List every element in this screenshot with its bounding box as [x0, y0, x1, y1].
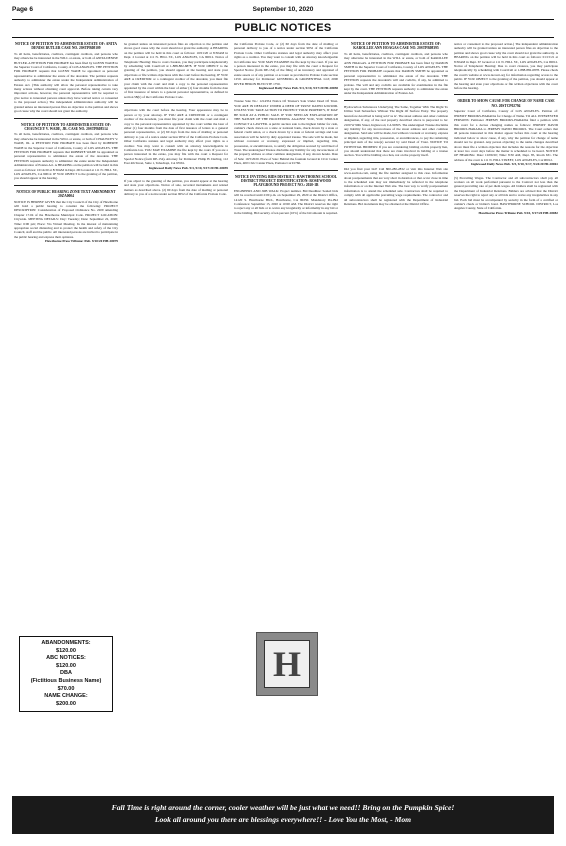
- notice-body: To all heirs, beneficiaries, creditors, contingent creditors, and persons who may otherwise be interested in the WILL or estate, or both of KAROLLEE ANN HOAGAS. A PETITION FOR PROBATE has been filed by DAMON SMITH in the Superior Court of California, County of LOS ANGELES. THE PETITION FOR PROBATE requests that DAMON SMITH be appointed as personal representative to administer the estate of the decedent. THE PETITION requests the decedent's will and codicils, if any, be admitted to probate. The will and any codicils are available for examination in the file kept by the court. THE PETITION requests authority to administer the estate under the Independent Administration of Estates Act.: [344, 51, 448, 96]
- notice-publication-info: Inglewood Daily News Pub. 9/3, 9/10, 9/17/20 HI-28058: [258, 86, 338, 91]
- notice-publication-info: Hawthorne Press Tribune Pub. 9/10, 9/17/20 HH-28082: [478, 210, 558, 215]
- legal-notice: [124, 42, 228, 99]
- notice-heading: ORDER TO SHOW CAUSE FOR CHANGE OF NAME CASE NO. 20STCP02794: [457, 99, 555, 108]
- notice-heading: NOTICE INVITING BIDS DISTRICT: HAWTHORNE SCHOOL DISTRICT PROJECT IDENTIFICATION: ROSEWOOD PLAYGROUND PROJECT NO.: 2020-1B: [234, 174, 338, 188]
- rate-line: ABANDONMENTS:: [41, 640, 91, 646]
- legal-notice: [234, 175, 338, 216]
- notice-body: Trustee Sale No.: 1214354 Notice Of Trustee's Sale Under Deed Of Trust. YOU ARE IN DEFAULT UNDER A DEED OF TRUST DATED 6/20/2006. UNLESS YOU TAKE ACTION TO PROTECT YOUR PROPERTY, IT MAY BE SOLD AT A PUBLIC SALE. IF YOU NEED AN EXPLANATION OF THE NATURE OF THE PROCEEDING AGAINST YOU, YOU SHOULD CONTACT A LAWYER. A public auction sale to the highest bidder for cash, cashier's check drawn on a state or national bank, check drawn by a state or federal credit union, or a check drawn by a state or federal savings and loan association will be held by duly appointed trustee. The sale will be made, but without covenant or warranty, expressed or implied, regarding title, possession, or encumbrances, to satisfy the obligation secured by said Deed of Trust. The undersigned Trustee disclaims any liability for any incorrectness of the property address or other common designation, if any, shown herein. Date of Sale: 10/5/2020. Place of Sale: Behind the fountain located in Civic Center Plaza, 400 Civic Center Plaza, Pomona CA 91766.: [234, 99, 338, 166]
- notice-body: (5) Prevailing Wages. The Contractor and all subcontractors shall pay all workers on all work performed pursuant to the Contract not less than the general prevailing rate of per diem wages. All bidders shall be registered with the Department of Industrial Relations. Bidders are advised that the District reserves the right to reject any or all bids and to waive any irregularities in any bid. Each bid must be accompanied by security in the form of a certified or cashier's check or bidder's bond. HAWTHORNE SCHOOL DISTRICT, Los Angeles County, State of California.: [454, 175, 558, 211]
- notice-body: To all heirs, beneficiaries, creditors, contingent creditors, and persons who may otherwise be interested in the WILL or estate, or both of ANITA DENISE BUTLER. A PETITION FOR PROBATE has been filed by GLENN WADE in the Superior Court of California, County of LOS ANGELES. THE PETITION FOR PROBATE requests that GLENN WADE be appointed as personal representative to administer the estate of the decedent. The petition requests authority to administer the estate under the Independent Administration of Estates Act. (This authority will allow the personal representative to take many actions without obtaining court approval. Before taking certain very important actions, however, the personal representative will be required to give notice to interested persons unless they have waived notice or consented to the proposed action.) The independent administration authority will be granted unless an interested person files an objection to the petition and shows good cause why the court should not grant the authority.: [14, 51, 118, 114]
- notice-body: To all heirs, beneficiaries, creditors, contingent creditors, and persons who may otherwise be interested in the WILL or estate, or both of CHAUNCEY V. WADE, JR. A PETITION FOR PROBATE has been filed by ROBERTE WADE in the Superior Court of California, County of LOS ANGELES. THE PETITION FOR PROBATE requests that ROBERTE WADE be appointed as personal representative to administer the estate of the decedent. THE PETITION requests authority to administer the estate under the Independent Administration of Estates Act. A HEARING on the petition will be held in this court as follows: 10/14/20 at 8:30AM in Dept. 2D located at 111 N. HILL ST., LOS ANGELES, CA 90012. IF YOU OBJECT to the granting of the petition, you should appear at the hearing.: [14, 132, 118, 181]
- section-title: PUBLIC NOTICES: [234, 22, 332, 34]
- notice-body: Did you find your bid? Call 800-280-2832 or visit this Internet Web site www.auction.com, using the file number assigned to this case. Information about postponements that are very short in duration or that occur close in time to the scheduled sale may not immediately be reflected in the telephone information or on the Internet Web site. The best way to verify postponement information is to attend the scheduled sale. Contractors shall be required to comply with all applicable prevailing wage requirements. The contractor and all subcontractors shall be registered with the Department of Industrial Relations. Bid documents may be obtained at the District Office.: [344, 166, 448, 206]
- column-5: [454, 42, 558, 786]
- banner-line-2: Look all around you there are blessings everywhere!! - Love You the Most, - Mom: [154, 815, 412, 824]
- notice-separator: [124, 174, 228, 175]
- notice-separator: [454, 94, 558, 95]
- notice-separator: [234, 94, 338, 95]
- notice-separator: [454, 171, 558, 172]
- newspaper-logo: [256, 632, 318, 696]
- page-number: Page 6: [12, 6, 33, 13]
- notice-body: the California Probate Code, or (2) 60 days from the date of mailing or personal delivery to you of a notice under section 9052 of the California Probate Code. Other California statutes and legal authority may affect your rights as a creditor. You may want to consult with an attorney knowledgeable in California law. YOU MAY EXAMINE the file kept by the court. If you are a person interested in the estate, you may file with the court a Request for Special Notice (form DE-154) of the filing of an inventory and appraisal of estate assets or of any petition or account as provided in Probate Code section 1250. Attorney for Petitioner: GINSBURG & GRONENTHAL LLP, 2000 RIVER HERON BLVD STE 1750.: [234, 42, 338, 86]
- header-rule-top: [12, 19, 554, 20]
- issue-date: September 10, 2020: [252, 6, 314, 13]
- legal-notice: [454, 99, 558, 166]
- notice-publication-info: Hawthorne Press Tribune: Pub. 9/10/20 HH-28079: [45, 239, 118, 244]
- notice-body: NOTICE IS HEREBY GIVEN that the City Council of the City of Hawthorne will hold a public hearing to consider the following: PROJECT DESCRIPTION: Consideration of Proposed Ordinance No. 2209 amending Chapter 17.04 of the Hawthorne Municipal Code. PROJECT LOCATION: Citywide. MEETING DETAILS: Day: Tuesday; Date: September 22, 2020; Time: 6:00 pm; Place: Via Virtual Meeting. In the interest of maintaining appropriate social distancing and to protect the health and safety of the City Council, staff and the public. All interested persons are invited to participate in the public hearing and express their opinions.: [14, 199, 118, 239]
- legal-notice: [234, 99, 338, 165]
- notice-publication-info: Inglewood Daily News Pub. 9/3, 9/10, 9/17, 9/24/20 HI-28061: [471, 162, 558, 167]
- legal-notice: [124, 108, 228, 170]
- legal-notice: [14, 190, 118, 244]
- column-2: [124, 42, 228, 786]
- notice-body: If you object to the granting of the petition, you should appear at the hearing and state your objections. Notice of sale, recorded instruments and related matters as described above. (2) 60 days from the date of mailing or personal delivery to you of a notice under section 9052 of the California Probate Code.: [124, 178, 228, 197]
- rate-line: NAME CHANGE:: [44, 693, 88, 700]
- column-4: [344, 42, 448, 786]
- notice-body: Hydrocarbon Substances Underlying The Same, Together With The Right To Utilize Said Subsurface Without The Right Of Surface Entry. The property heretofore described is being sold 'as is'. The street address and other common designation, if any, of the real property described above is purported to be: 2100 W 90th Street, Inglewood, CA 90305. The undersigned Trustee disclaims any liability for any incorrectness of the street address and other common designation. Said sale will be made, but without covenant or warranty, express or implied, regarding title, possession, or encumbrances, to pay the remaining principal sum of the note(s) secured by said Deed of Trust. NOTICE TO POTENTIAL BIDDERS: If you are considering bidding on this property lien, you should understand that there are risks involved in bidding at a trustee auction. You will be bidding on a lien, not on the property itself.: [344, 104, 448, 158]
- page-header: [12, 6, 554, 18]
- notice-body: ENGINEERS AND JOB WALK: Project number. Bid Deadline: Sealed bids will be received until 2:00 p.m. on September 29, 2020 at the District Office, 14120 S. Hawthorne Blvd., Hawthorne, CA 90250. Mandatory Pre-Bid Conference: September 15, 2020 at 10:00 AM. The District reserves the right to reject any or all bids or to waive any irregularity or informality in any bid or in the bidding. Bid security of ten percent (10%) of the bid amount is required.: [234, 188, 338, 215]
- rate-line: ABC NOTICES:: [46, 655, 86, 662]
- notice-body: notice or consented to the proposed action.) The independent administration authority will be granted unless an interested person files an objection to the petition and shows good cause why the court should not grant the authority. A HEARING on the petition will be held in this court as follows: 01/15/21 at 8:30AM in Dept. 67 located at 111 N. HILL ST., LOS ANGELES, CA 90012. Notice of Telephonic Hearing: Due to court closures, you may participate telephonically by scheduling with CourtCall at 1-888-882-6878. Please check the court's website at www.lacourt.org for information regarding access to the public. IF YOU OBJECT to the granting of the petition, you should appear at the hearing and state your objections or file written objections with the court before the hearing.: [454, 42, 558, 91]
- notice-separator: [14, 185, 118, 186]
- legal-notice: [234, 42, 338, 90]
- notice-separator: [344, 162, 448, 163]
- notice-body: Superior Court of California, County of LOS ANGELES. Petition of: JEREMY BROOKS-HARADA for Change of Name. TO ALL INTERESTED PERSONS: Petitioner JEREMY BROOKS-HARADA filed a petition with this court for a decree changing names as follows: JEREMY DAVID BROOKS-HARADA to JEREMY DAVID BROOKS. The Court orders that all persons interested in this matter appear before this court at the hearing indicated below to show cause, if any, why the petition for change of name should not be granted. Any person objecting to the name changes described above must file a written objection that includes the reasons for the objection at least two court days before the matter is scheduled to be heard. NOTICE OF HEARING: Date: 10/09/20; Time: 8:30 AM, Dept. 85, Room 631. The address of the court is 111 N. HILL STREET, LOS ANGELES, CA 90012.: [454, 109, 558, 162]
- rate-line: DBA: [60, 670, 72, 677]
- rate-line: $120.00: [56, 647, 76, 654]
- footer-message-banner: [12, 796, 554, 834]
- notice-heading: NOTICE OF PETITION TO ADMINISTER ESTATE OF: ANITA DENISE BUTLER CASE NO. 20STPB08109: [14, 42, 118, 51]
- legal-notice: [454, 42, 558, 90]
- legal-notice: [344, 105, 448, 158]
- notice-separator: [234, 170, 338, 171]
- rate-line: $120.00: [56, 662, 76, 669]
- notice-rates-box: [19, 636, 113, 712]
- banner-line-1: Fall Time is right around the corner, cooler weather will be just what we need!! Bring on the Pumpkin Spice!: [111, 803, 455, 812]
- notice-heading: NOTICE OF PUBLIC HEARING ZONE TEXT AMENDMENT 20ZA0004: [16, 189, 116, 199]
- legal-notice: [14, 42, 118, 114]
- logo-letter: H: [264, 640, 310, 688]
- rate-line: $200.00: [56, 700, 76, 707]
- notice-heading: NOTICE OF PETITION TO ADMINISTER ESTATE OF: KAROLLEE ANN HOAGAS CASE NO. 20STPB08395: [350, 42, 442, 51]
- notice-publication-info: Inglewood Daily News Pub. 9/3, 9/10, 9/17/20 HI-28059: [148, 165, 228, 170]
- rate-line: $70.00: [57, 685, 75, 692]
- notice-body: be granted unless an interested person files an objection to the petition and shows good cause why the court should not grant the authority. A HEARING on the petition will be held in this court as follows: 10/01/20 at 8:30AM in Dept. 2 located at 111 N. HILL ST., LOS ANGELES, CA 90012. Notice of Telephonic Hearing: Due to court closures, you may participate telephonically by scheduling with CourtCall at 1-888-882-6878. IF YOU OBJECT to the granting of the petition, you should appear at the hearing and state your objections or file written objections with the court before the hearing. IF YOU ARE A CREDITOR or a contingent creditor of the decedent, you must file your claim with the court and mail a copy to the personal representative appointed by the court within the later of either (1) four months from the date of first issuance of letters to a general personal representative, as defined in section 58(b) of the California Probate Code.: [124, 42, 228, 99]
- rate-line: (Fictitious Business Name): [30, 677, 102, 684]
- notice-separator: [14, 118, 118, 119]
- header-rule-bottom: [12, 37, 554, 38]
- legal-notice: [454, 176, 558, 216]
- legal-notice: [14, 123, 118, 181]
- notice-body: objections with the court before the hearing. Your appearance may be in person or by your attorney. IF YOU ARE A CREDITOR or a contingent creditor of the decedent, you must file your claim with the court and mail a copy to the personal representative appointed by the court within the later of either (1) four months from the date of first issuance of letters to a general personal representative, or (2) 60 days from the date of mailing or personal delivery to you of a notice under section 9052 of the California Probate Code. Other California statutes and legal authority may affect your rights as a creditor. You may want to consult with an attorney knowledgeable in California law. YOU MAY EXAMINE the file kept by the court. If you are a person interested in the estate, you may file with the court a Request for Special Notice (form DE-154). Attorney for Petitioner: Philip H. Darling, 112 East 4th Street, Suite 1, Tehachapi, CA 93561.: [124, 108, 228, 166]
- notice-heading: NOTICE OF PETITION TO ADMINISTER ESTATE OF: CHAUNCEY V. WADE, JR. CASE NO. 20STPB08514: [20, 122, 112, 131]
- legal-notice: [344, 42, 448, 96]
- notice-separator: [344, 100, 448, 101]
- legal-notice: [344, 167, 448, 207]
- legal-notice: [124, 179, 228, 197]
- notice-separator: [124, 103, 228, 104]
